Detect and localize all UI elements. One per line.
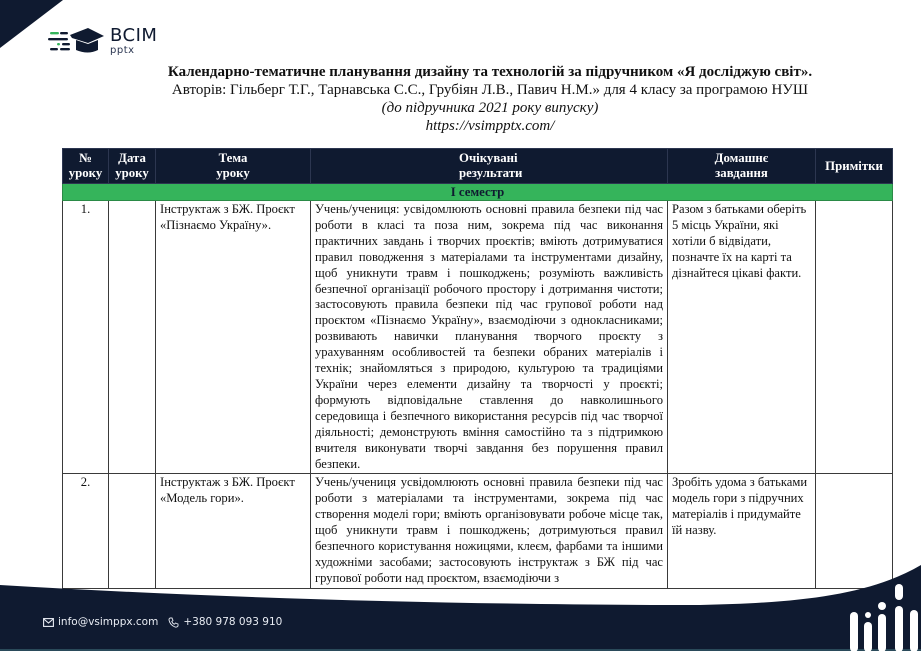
mail-icon xyxy=(43,618,54,627)
lesson-topic: Інструктаж з БЖ. Проєкт «Пізнаємо Україну». xyxy=(156,201,311,474)
semester-row xyxy=(63,184,893,201)
planning-table xyxy=(62,148,893,589)
header-text: результати xyxy=(459,166,523,180)
semester-label: І семестр xyxy=(63,184,893,201)
logo xyxy=(48,24,157,58)
header-text: Тема xyxy=(218,151,248,165)
header-text: завдання xyxy=(715,166,768,180)
header-lesson-number xyxy=(63,149,109,184)
header-text: уроку xyxy=(68,166,103,180)
source-url[interactable]: https://vsimpptx.com/ xyxy=(425,118,555,134)
phone-number[interactable]: +380 978 093 910 xyxy=(183,616,283,628)
header-text: Очікувані xyxy=(459,151,518,165)
homework: Зробіть удома з батьками модель гори з підручних матеріалів і придумайте їй назву. xyxy=(668,474,816,588)
notes[interactable] xyxy=(816,201,893,474)
brand-bars-icon xyxy=(846,582,921,651)
header-text: Домашнє xyxy=(714,151,769,165)
header-text: Дата xyxy=(118,151,146,165)
lesson-number: 2. xyxy=(63,474,109,588)
document-heading xyxy=(140,63,840,135)
table-row xyxy=(63,201,893,474)
header-lesson-topic xyxy=(156,149,311,184)
logo-name: BCIM xyxy=(110,24,158,46)
header-notes: Примітки xyxy=(816,149,893,184)
expected-results: Учень/учениця усвідомлюють основні правила безпеки під час роботи з матеріалами та інструментами, зокрема під час створення моделі гори; вміють організовувати робоче місце так, щоб уникнути травм і пошкоджень; дотримуються правил безпечного користування ножицями, клеєм, фарбами та іншими художніми засобами; застосовують інструктаж з БЖ під час групової роботи над проєктом, взаємодіючи з xyxy=(311,474,668,588)
lesson-topic: Інструктаж з БЖ. Проєкт «Модель гори». xyxy=(156,474,311,588)
header-expected-results xyxy=(311,149,668,184)
phone-icon xyxy=(168,617,179,628)
header-homework xyxy=(668,149,816,184)
header-text: уроку xyxy=(115,166,149,180)
contact-info xyxy=(43,616,282,628)
header-text: уроку xyxy=(216,166,250,180)
table-header-row xyxy=(63,149,893,184)
footer-band xyxy=(0,555,921,651)
lesson-date[interactable] xyxy=(109,201,156,474)
logo-sub: pptx xyxy=(110,44,135,56)
header-lesson-date xyxy=(109,149,156,184)
lesson-number: 1. xyxy=(63,201,109,474)
edition-note: (до підручника 2021 року випуску) xyxy=(381,100,599,116)
authors-line: Авторів: Гільберг Т.Г., Тарнавська С.С., Грубіян Л.В., Павич Н.М.» для 4 класу за програмою НУШ xyxy=(171,82,809,98)
expected-results: Учень/учениця: усвідомлюють основні правила безпеки під час роботи в класі та поза ним, зокрема під час виконання практичних завдань і творчих проєктів; вміють дотримуватися правил поводження з матеріалами та інструментами дизайну, щоб уникнути травм і пошкоджень; розуміють важливість безпечної організації робочого простору і дотримання чистоти; застосовують правила безпеки під час групової роботи над проєктом «Пізнаємо Україну», взаємодіючи з однокласниками; розвивають навички планування творчого проєкту з урахуванням особливостей та безпеки обраних матеріалів і технік; знайомляться з природою, культурою та традиціями України через елементи дизайну та творчості у проєкті; формують відповідальне ставлення до навколишнього середовища і безпечного використання ресурсів під час творчої діяльності; демонструють вміння самостійно та з підтримкою вчителя виконувати творчі завдання без порушення правил безпеки. xyxy=(311,201,668,474)
document-title: Календарно-тематичне планування дизайну та технологій за підручником «Я досліджую світ». xyxy=(167,64,813,80)
graduation-cap-icon xyxy=(48,24,106,58)
email-link[interactable]: info@vsimppx.com xyxy=(58,616,159,628)
header-text: № xyxy=(79,151,92,165)
homework: Разом з батьками оберіть 5 місць України, які хотіли б відвідати, позначте їх на карті та дізнайтеся цікаві факти. xyxy=(668,201,816,474)
